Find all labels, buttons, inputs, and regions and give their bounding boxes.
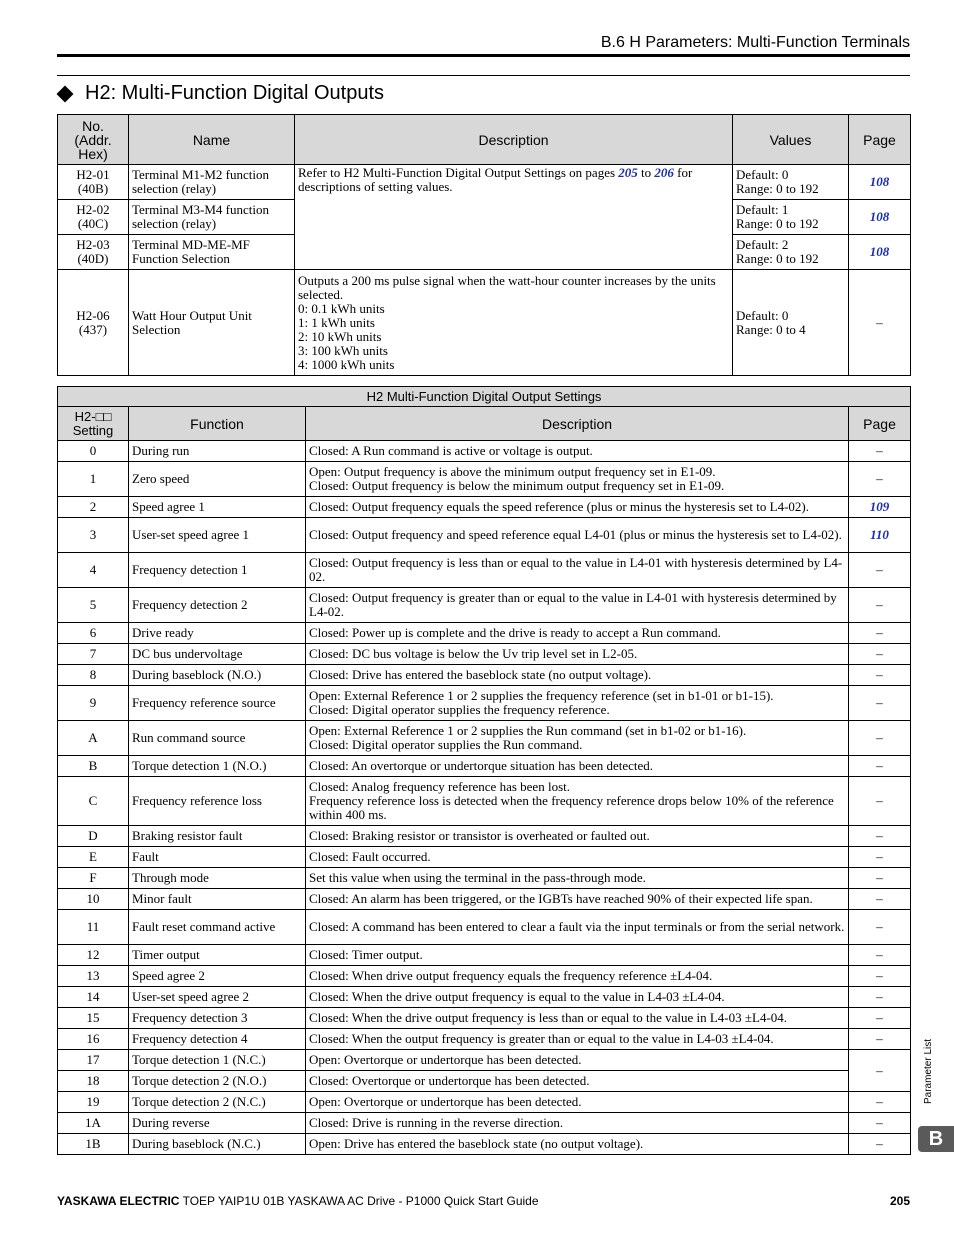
page-cell: –: [849, 987, 911, 1008]
setting-value: 1A: [58, 1113, 129, 1134]
setting-value: D: [58, 826, 129, 847]
table-row: [58, 644, 911, 665]
page-cell: –: [849, 588, 911, 623]
table-row: [58, 826, 911, 847]
setting-description: Closed: Overtorque or undertorque has been detected.: [306, 1071, 849, 1092]
param-number: H2-01 (40B): [58, 165, 129, 200]
setting-description: Open: Overtorque or undertorque has been detected.: [306, 1092, 849, 1113]
section-rule: [57, 75, 910, 76]
param-number: H2-06 (437): [58, 270, 129, 376]
table-row: [58, 966, 911, 987]
page-link[interactable]: 108: [849, 200, 911, 235]
setting-description: Closed: DC bus voltage is below the Uv trip level set in L2-05.: [306, 644, 849, 665]
table-row: [58, 270, 911, 376]
setting-description: Open: External Reference 1 or 2 supplies the frequency reference (set in b1-01 or b1-15). Closed: Digital operator supplies the frequency reference.: [306, 686, 849, 721]
page-cell: –: [849, 889, 911, 910]
table-row: [58, 623, 911, 644]
param-name: Terminal M1-M2 function selection (relay): [129, 165, 295, 200]
table-row: [58, 518, 911, 553]
setting-description: Open: Overtorque or undertorque has been detected.: [306, 1050, 849, 1071]
footer-brand: YASKAWA ELECTRIC: [57, 1194, 180, 1208]
function-name: Torque detection 2 (N.C.): [129, 1092, 306, 1113]
setting-value: 12: [58, 945, 129, 966]
setting-description: Closed: Output frequency is greater than or equal to the value in L4-01 with hysteresis determined by L4-02.: [306, 588, 849, 623]
setting-description: Closed: A Run command is active or voltage is output.: [306, 441, 849, 462]
page-cell: –: [849, 777, 911, 826]
table-row: [58, 1050, 911, 1071]
setting-description: Closed: Analog frequency reference has been lost. Frequency reference loss is detected when the frequency reference drops below 10% of the reference within 400 ms.: [306, 777, 849, 826]
function-name: Torque detection 1 (N.O.): [129, 756, 306, 777]
table-header-row: [58, 115, 911, 165]
page-number: 205: [889, 1194, 910, 1208]
page-cell: –: [849, 756, 911, 777]
table-header-row: [58, 407, 911, 441]
page-cell: –: [849, 966, 911, 987]
param-name: Watt Hour Output Unit Selection: [129, 270, 295, 376]
setting-description: Closed: Timer output.: [306, 945, 849, 966]
header-values: Values: [733, 115, 849, 165]
setting-value: 14: [58, 987, 129, 1008]
setting-value: 10: [58, 889, 129, 910]
param-values: Default: 0 Range: 0 to 4: [733, 270, 849, 376]
setting-description: Closed: Output frequency and speed reference equal L4-01 (plus or minus the hysteresis set to L4-02).: [306, 518, 849, 553]
header-no: No. (Addr. Hex): [58, 115, 129, 165]
function-name: Minor fault: [129, 889, 306, 910]
footer: [57, 1194, 539, 1208]
page-cell: –: [849, 1008, 911, 1029]
function-name: Frequency detection 1: [129, 553, 306, 588]
h2-settings-table: [57, 386, 911, 1155]
desc-text: for descriptions of setting values.: [298, 165, 693, 194]
h2-parameter-table: [57, 114, 911, 376]
function-name: Frequency detection 3: [129, 1008, 306, 1029]
table-row: [58, 1134, 911, 1155]
function-name: Frequency reference source: [129, 686, 306, 721]
page-cell: –: [849, 1029, 911, 1050]
page-link[interactable]: 108: [849, 165, 911, 200]
setting-value: 6: [58, 623, 129, 644]
function-name: During run: [129, 441, 306, 462]
page-cell: –: [849, 644, 911, 665]
header-name: Name: [129, 115, 295, 165]
page-cell: –: [849, 1113, 911, 1134]
function-name: Drive ready: [129, 623, 306, 644]
table-row: [58, 165, 911, 200]
function-name: Through mode: [129, 868, 306, 889]
page-link[interactable]: 109: [849, 497, 911, 518]
function-name: Zero speed: [129, 462, 306, 497]
setting-value: A: [58, 721, 129, 756]
setting-value: 19: [58, 1092, 129, 1113]
setting-description: Closed: Output frequency is less than or equal to the value in L4-01 with hysteresis determined by L4-02.: [306, 553, 849, 588]
appendix-letter-tab: B: [918, 1126, 954, 1152]
table-row: [58, 756, 911, 777]
setting-description: Open: External Reference 1 or 2 supplies the Run command (set in b1-02 or b1-16). Closed: Digital operator supplies the Run command.: [306, 721, 849, 756]
table-row: [58, 588, 911, 623]
setting-value: 0: [58, 441, 129, 462]
setting-description: Closed: A command has been entered to clear a fault via the input terminals or from the serial network.: [306, 910, 849, 945]
page-link[interactable]: 206: [654, 165, 674, 180]
setting-value: 9: [58, 686, 129, 721]
setting-value: C: [58, 777, 129, 826]
page-cell: –: [849, 270, 911, 376]
setting-description: Closed: Drive is running in the reverse direction.: [306, 1113, 849, 1134]
function-name: Frequency reference loss: [129, 777, 306, 826]
setting-description: Closed: Braking resistor or transistor is overheated or faulted out.: [306, 826, 849, 847]
table-row: [58, 441, 911, 462]
function-name: Frequency detection 2: [129, 588, 306, 623]
setting-value: 18: [58, 1071, 129, 1092]
setting-value: 7: [58, 644, 129, 665]
setting-value: 1B: [58, 1134, 129, 1155]
setting-description: Closed: When drive output frequency equals the frequency reference ±L4-04.: [306, 966, 849, 987]
table-row: [58, 1029, 911, 1050]
running-header: B.6 H Parameters: Multi-Function Terminals: [600, 34, 910, 51]
table-row: [58, 1092, 911, 1113]
setting-value: 3: [58, 518, 129, 553]
header-description: Description: [295, 115, 733, 165]
setting-description: Closed: Drive has entered the baseblock state (no output voltage).: [306, 665, 849, 686]
setting-description: Set this value when using the terminal in the pass-through mode.: [306, 868, 849, 889]
function-name: Fault: [129, 847, 306, 868]
footer-doc: TOEP YAIP1U 01B YASKAWA AC Drive - P1000 Quick Start Guide: [179, 1194, 539, 1208]
page-cell: –: [849, 686, 911, 721]
page-link[interactable]: 110: [849, 518, 911, 553]
setting-value: 17: [58, 1050, 129, 1071]
page-cell: –: [849, 868, 911, 889]
table-row: [58, 721, 911, 756]
function-name: DC bus undervoltage: [129, 644, 306, 665]
function-name: Speed agree 2: [129, 966, 306, 987]
header-function: Function: [129, 407, 306, 441]
function-name: User-set speed agree 2: [129, 987, 306, 1008]
setting-value: 11: [58, 910, 129, 945]
setting-description: Closed: When the output frequency is greater than or equal to the value in L4-03 ±L4-04.: [306, 1029, 849, 1050]
setting-description: Closed: An alarm has been triggered, or the IGBTs have reached 90% of their expected life span.: [306, 889, 849, 910]
page-cell: –: [849, 847, 911, 868]
desc-text: Refer to H2 Multi-Function Digital Output Settings on pages: [298, 165, 619, 180]
param-description-shared: [295, 165, 733, 270]
setting-description: Open: Output frequency is above the minimum output frequency set in E1-09. Closed: Output frequency is below the minimum output frequency set in E1-09.: [306, 462, 849, 497]
function-name: Frequency detection 4: [129, 1029, 306, 1050]
page-cell: –: [849, 1134, 911, 1155]
setting-value: F: [58, 868, 129, 889]
function-name: Speed agree 1: [129, 497, 306, 518]
function-name: Timer output: [129, 945, 306, 966]
param-values: Default: 1 Range: 0 to 192: [733, 200, 849, 235]
table-row: [58, 945, 911, 966]
side-tab: [918, 1040, 940, 1110]
function-name: Fault reset command active: [129, 910, 306, 945]
table-row: [58, 665, 911, 686]
param-name: Terminal M3-M4 function selection (relay): [129, 200, 295, 235]
page-cell: –: [849, 623, 911, 644]
page-link[interactable]: 205: [618, 165, 638, 180]
setting-description: Closed: Power up is complete and the drive is ready to accept a Run command.: [306, 623, 849, 644]
page-link[interactable]: 108: [849, 235, 911, 270]
function-name: Run command source: [129, 721, 306, 756]
diamond-bullet-icon: [57, 85, 74, 102]
table-row: [58, 553, 911, 588]
setting-description: Open: Drive has entered the baseblock state (no output voltage).: [306, 1134, 849, 1155]
section-title: H2: Multi-Function Digital Outputs: [85, 82, 385, 104]
page-cell: –: [849, 441, 911, 462]
page-cell: –: [849, 721, 911, 756]
setting-value: 4: [58, 553, 129, 588]
table-row: [58, 889, 911, 910]
param-name: Terminal MD-ME-MF Function Selection: [129, 235, 295, 270]
table-row: [58, 910, 911, 945]
page-cell: –: [849, 553, 911, 588]
function-name: Torque detection 2 (N.O.): [129, 1071, 306, 1092]
setting-value: 15: [58, 1008, 129, 1029]
table-caption: H2 Multi-Function Digital Output Settings: [58, 387, 911, 407]
function-name: Braking resistor fault: [129, 826, 306, 847]
function-name: During baseblock (N.C.): [129, 1134, 306, 1155]
function-name: Torque detection 1 (N.C.): [129, 1050, 306, 1071]
setting-value: 16: [58, 1029, 129, 1050]
param-values: Default: 2 Range: 0 to 192: [733, 235, 849, 270]
header-description: Description: [306, 407, 849, 441]
page-cell: –: [849, 665, 911, 686]
header-page: Page: [849, 407, 911, 441]
setting-description: Closed: When the drive output frequency is equal to the value in L4-03 ±L4-04.: [306, 987, 849, 1008]
setting-description: Closed: Output frequency equals the speed reference (plus or minus the hysteresis set to L4-02).: [306, 497, 849, 518]
function-name: During reverse: [129, 1113, 306, 1134]
desc-text: to: [637, 165, 655, 180]
table-row: [58, 1008, 911, 1029]
page-cell: –: [849, 1050, 911, 1092]
setting-value: E: [58, 847, 129, 868]
setting-description: Closed: Fault occurred.: [306, 847, 849, 868]
section-heading: [57, 82, 384, 105]
table-row: [58, 1071, 911, 1092]
table-row: [58, 686, 911, 721]
setting-description: Closed: An overtorque or undertorque situation has been detected.: [306, 756, 849, 777]
setting-value: 1: [58, 462, 129, 497]
header-rule: [57, 54, 910, 57]
page-cell: –: [849, 462, 911, 497]
page-cell: –: [849, 945, 911, 966]
table-row: [58, 1113, 911, 1134]
table-row: [58, 462, 911, 497]
page-cell: –: [849, 910, 911, 945]
header-page: Page: [849, 115, 911, 165]
table-row: [58, 497, 911, 518]
function-name: During baseblock (N.O.): [129, 665, 306, 686]
table-row: [58, 777, 911, 826]
setting-value: 2: [58, 497, 129, 518]
setting-value: B: [58, 756, 129, 777]
setting-description: Closed: When the drive output frequency is less than or equal to the value in L4-03 ±L4-04.: [306, 1008, 849, 1029]
table-row: [58, 868, 911, 889]
function-name: User-set speed agree 1: [129, 518, 306, 553]
table-caption-row: [58, 387, 911, 407]
table-row: [58, 987, 911, 1008]
page-cell: –: [849, 1092, 911, 1113]
page-cell: –: [849, 826, 911, 847]
side-tab-label: Parameter List: [923, 1038, 935, 1105]
header-setting: H2-□□ Setting: [58, 407, 129, 441]
setting-value: 13: [58, 966, 129, 987]
param-number: H2-03 (40D): [58, 235, 129, 270]
param-values: Default: 0 Range: 0 to 192: [733, 165, 849, 200]
param-number: H2-02 (40C): [58, 200, 129, 235]
setting-value: 5: [58, 588, 129, 623]
table-row: [58, 847, 911, 868]
setting-value: 8: [58, 665, 129, 686]
param-description: Outputs a 200 ms pulse signal when the watt-hour counter increases by the units selected. 0: 0.1 kWh units 1: 1 kWh units 2: 10 kWh units 3: 100 kWh units 4: 1000 kWh units: [295, 270, 733, 376]
